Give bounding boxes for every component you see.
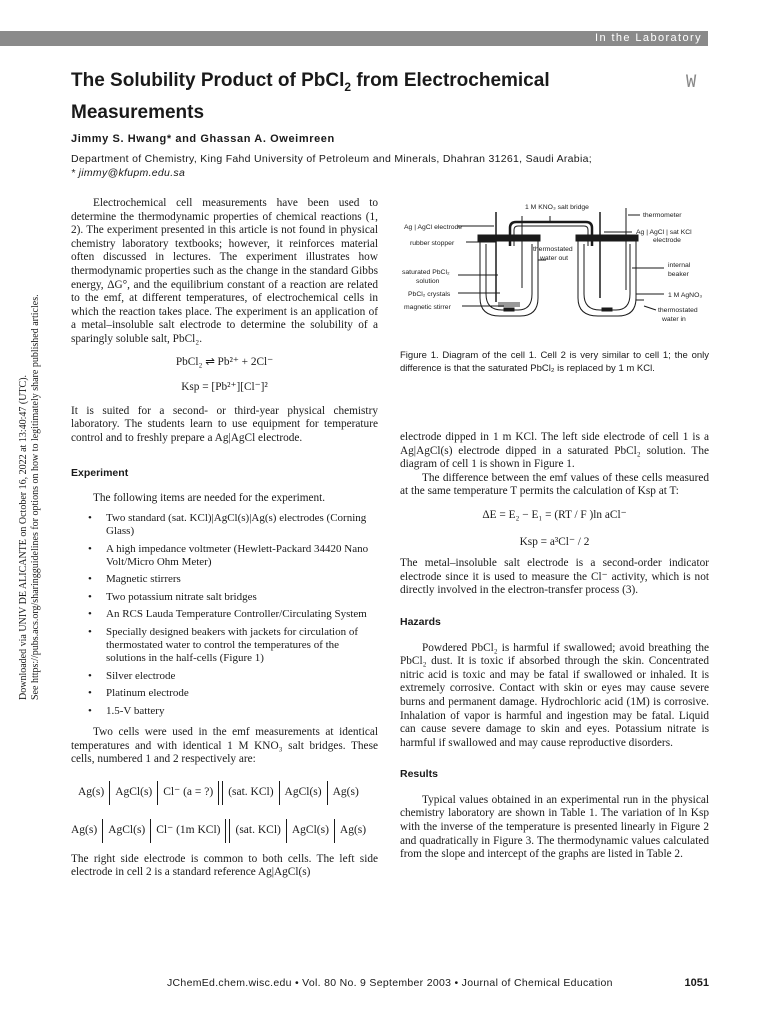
web-material-icon: W	[686, 72, 697, 92]
label-thermostated-out-1: thermostated	[533, 246, 573, 253]
label-electrode: electrode	[653, 237, 681, 244]
label-thermostated-in-2: water in	[662, 316, 686, 323]
affiliation	[71, 152, 691, 180]
title-subscript: 2	[344, 79, 352, 94]
cell-term: AgCl(s)	[291, 823, 329, 836]
two-cells-paragraph: Two cells were used in the emf measurements at identical temperatures and with identical 1 M KNO₃ salt bridges. These cells, numbered 1 and 2 respectively are:	[71, 725, 378, 766]
section-header-bar	[0, 31, 708, 46]
cell-term: Ag(s)	[78, 785, 105, 798]
column-right	[400, 431, 709, 862]
hazards-paragraph: Powdered PbCl₂ is harmful if swallowed; avoid breathing the PbCl₂ dust. It is toxic if absorbed through the skin. Concentrated nitric acid is toxic and may be fatal if swallowed or inhaled. It is extremely corrosive. Contact with skin or eyes may cause severe burns and permanent damage. Hydrochloric acid (1M) is corrosive. Inhalation of vapor is harmful and ingestion may be fatal. Liquid can cause severe damage to skin and eyes. Potassium nitrate is harmful if swallowed and may cause reproductive disorders.	[400, 641, 709, 749]
right-side-paragraph: The right side electrode is common to both cells. The left side electrode in cell 2 is a standard reference Ag|AgCl(s)	[71, 852, 378, 879]
section-label: In the Laboratory	[595, 32, 702, 44]
cell-term: Ag(s)	[71, 823, 98, 836]
needed-paragraph: The following items are needed for the experiment.	[93, 492, 326, 505]
cell-term: Ag(s)	[339, 823, 367, 836]
title-part-c: Measurements	[71, 101, 205, 123]
download-notice-line1: Downloaded via UNIV DE ALICANTE on October 16, 2022 at 13:40:47 (UTC).	[18, 374, 29, 700]
results-paragraph: Typical values obtained in an experimental run in the physical chemistry laboratory are shown in Table 1. The variation of ln Ksp with the inverse of the temperature is presented linearly in Figure 2 and quadratically in Figure 3. The thermodynamic values calculated from the slope and intercept of the graphs are listed in Table 2.	[400, 793, 709, 861]
cell-2-notation	[71, 819, 378, 843]
label-magnetic-stirrer: magnetic stirrer	[404, 304, 451, 311]
page-number: 1051	[684, 977, 709, 989]
intro-paragraph: Electrochemical cell measurements have been used to determine the thermodynamic properties of chemical reactions (1, 2). The experiment presented in this article is not found in physical chemistry laboratory textbooks; however, it reinforces material often discussed in lectures. The experiment illustrates how thermodynamic properties such as the change in the standard Gibbs energy, ΔG°, and the equilibrium constant of a reaction are related to the emf, at different temperatures, of electrochemical cells in which the reaction takes place. The experiment is an application of a metal–insoluble salt electrode to determine the solubility of a sparingly soluble salt, PbCl₂.	[71, 197, 378, 345]
label-pbcl2-crystals: PbCl₂ crystals	[408, 291, 451, 298]
ksp-activity-equation: Ksp = a³Cl⁻ / 2	[519, 535, 590, 548]
cell-term: (sat. KCl)	[235, 823, 281, 836]
cell-1-notation	[78, 781, 378, 805]
download-notice	[18, 294, 41, 700]
label-ag-agcl-right: Ag | AgCl | sat KCl	[636, 229, 692, 236]
download-notice-line2: See https://pubs.acs.org/sharingguidelines for options on how to legitimately share published articles.	[30, 294, 41, 700]
label-internal-2: beaker	[668, 271, 689, 278]
difference-paragraph: The difference between the emf values of these cells measured at the same temperature T permits the calculation of Ksp at T:	[400, 471, 709, 498]
cell-term: Cl⁻ (a = ?)	[163, 785, 214, 798]
cell-term: Cl⁻ (1m KCl)	[156, 823, 221, 836]
label-ag-agcl-left: Ag | AgCl electrode	[404, 224, 463, 231]
label-thermostated-out-2: water out	[540, 255, 568, 262]
column-left	[71, 197, 378, 880]
title-part-b: from Electrochemical	[351, 70, 550, 91]
figure-1-cell-diagram	[400, 198, 710, 338]
journal-info: JChemEd.chem.wisc.edu • Vol. 80 No. 9 September 2003 • Journal of Chemical Education	[167, 977, 613, 989]
list-item: • A high impedance voltmeter (Hewlett-Packard 34420 Nano Volt/Micro Ohm Meter)	[71, 543, 378, 570]
cell-term: (sat. KCl)	[228, 785, 274, 798]
results-heading: Results	[400, 768, 438, 781]
cell-term: Ag(s)	[332, 785, 359, 798]
cell-term: AgCl(s)	[284, 785, 322, 798]
electrode-paragraph: electrode dipped in 1 m KCl. The left side electrode of cell 1 is a Ag|AgCl(s) electrode dipped in a saturated PbCl₂ solution. The diagram of cell 1 is shown in Figure 1.	[400, 431, 709, 471]
authors: Jimmy S. Hwang* and Ghassan A. Oweimreen	[71, 133, 335, 145]
label-rubber-stopper: rubber stopper	[410, 240, 455, 247]
title-part-a: The Solubility Product of PbCl	[71, 70, 345, 91]
hazards-heading: Hazards	[400, 615, 441, 628]
equipment-list	[71, 512, 378, 718]
figure-1-caption: Figure 1. Diagram of the cell 1. Cell 2 is very similar to cell 1; the only difference is that the saturated PbCl₂ is replaced by 1 m KCl.	[400, 350, 709, 374]
label-sat-pbcl2-2: solution	[416, 278, 440, 285]
ksp-expression: Ksp = [Pb²⁺][Cl⁻]²	[181, 381, 268, 394]
label-thermometer: thermometer	[643, 212, 682, 219]
experiment-heading: Experiment	[71, 466, 129, 479]
cell-term: AgCl(s)	[108, 823, 146, 836]
label-salt-bridge: 1 M KNO₃ salt bridge	[525, 204, 589, 211]
label-internal-1: internal	[668, 262, 691, 269]
author-email: * jimmy@kfupm.edu.sa	[71, 167, 186, 179]
suited-paragraph: It is suited for a second- or third-year physical chemistry laboratory. The students learn to use equipment for temperature control and to freshly prepare a Ag|AgCl electrode.	[71, 404, 378, 444]
list-item: • Platinum electrode	[71, 687, 378, 700]
article-title	[71, 68, 631, 126]
emf-equation: ΔE = E₂ − E₁ = (RT / F )ln aCl⁻	[482, 508, 627, 521]
label-sat-pbcl2-1: saturated PbCl₂	[402, 269, 450, 276]
cell-term: AgCl(s)	[115, 785, 153, 798]
affiliation-text: Department of Chemistry, King Fahd University of Petroleum and Minerals, Dhahran 31261, Saudi Arabia;	[71, 153, 592, 165]
list-item: • Specially designed beakers with jackets for circulation of thermostated water to control the temperatures of the solutions in the half-cells (Figure 1)	[71, 626, 378, 666]
dissolution-reaction: PbCl₂ ⇌ Pb²⁺ + 2Cl⁻	[175, 355, 274, 368]
label-agno3: 1 M AgNO₃	[668, 292, 703, 299]
list-item: • Magnetic stirrers	[71, 573, 378, 586]
label-thermostated-in-1: thermostated	[658, 307, 698, 314]
metal-electrode-paragraph: The metal–insoluble salt electrode is a second-order indicator electrode since it is used to measure the Cl⁻ activity, which is not directly involved in the electron-transfer process (3).	[400, 557, 709, 597]
list-item: • An RCS Lauda Temperature Controller/Circulating System	[71, 608, 378, 621]
list-item: • Silver electrode	[71, 670, 378, 683]
list-item: • Two standard (sat. KCl)|AgCl(s)|Ag(s) electrodes (Corning Glass)	[71, 512, 378, 539]
list-item: • 1.5-V battery	[71, 705, 378, 718]
list-item: • Two potassium nitrate salt bridges	[71, 591, 378, 604]
